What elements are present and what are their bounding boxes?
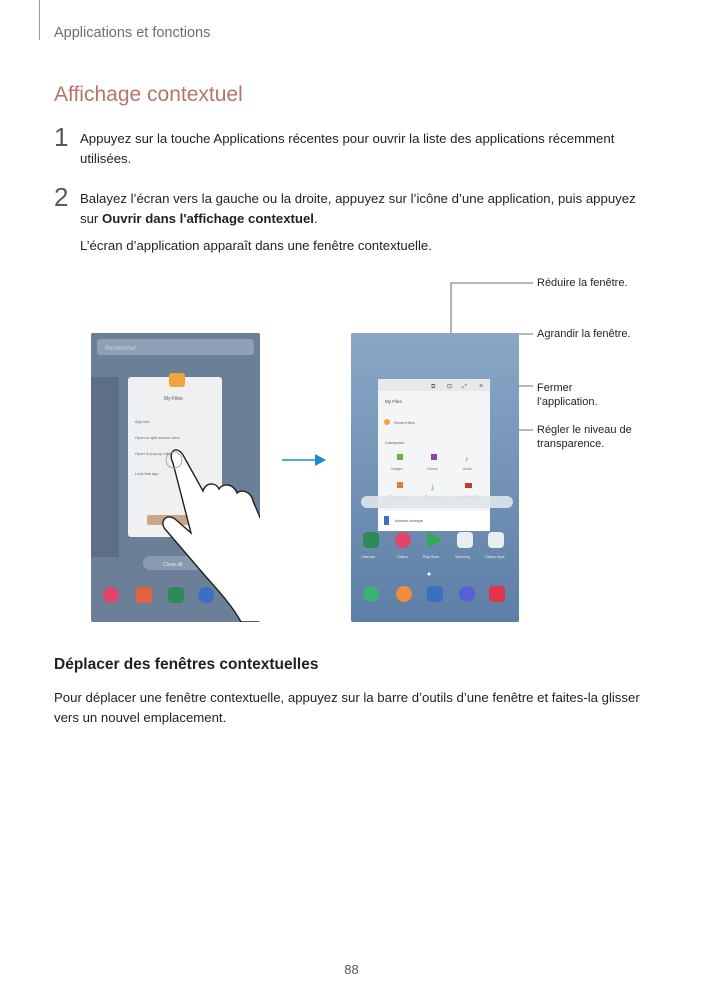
- popup-title: My Files: [385, 399, 402, 404]
- dock-camera-icon: [489, 586, 505, 602]
- cat-videos-label: Videos: [427, 467, 438, 471]
- home-label-samsung: Samsung: [455, 555, 470, 559]
- cat-audio-icon: ♪: [465, 456, 469, 463]
- storage-label: Internal storage: [395, 518, 423, 523]
- menu-item-split: Open in split screen view: [135, 435, 180, 440]
- categories-label: Categories: [385, 440, 405, 445]
- recent-label: Recent files: [394, 420, 415, 425]
- section-header: Applications et fonctions: [54, 25, 211, 41]
- left-search-placeholder: Rechercher: [105, 346, 137, 352]
- menu-item-app-info: App info: [135, 419, 150, 424]
- callout-transparency: Régler le niveau de transparence.: [537, 424, 632, 450]
- page-number: 88: [344, 962, 359, 977]
- home-galaxy-folder: [488, 532, 504, 548]
- toolbar-maximize-icon: ⤢: [462, 384, 467, 390]
- cat-audio-label: Audio: [463, 467, 472, 471]
- transition-arrow-head: [315, 454, 326, 466]
- step-2-text-end: .: [313, 211, 318, 226]
- cat-downloads-icon: ⤓: [431, 484, 435, 491]
- subsection-title: Déplacer des fenêtres contextuelles: [54, 656, 319, 673]
- step-2-text-start: Balayez l’écran vers la gauche ou la droite, appuyez sur l’icône d’une application, puis appuyez sur: [80, 191, 636, 226]
- dock-contacts-icon: [396, 586, 412, 602]
- home-label-calendar: Calendar: [361, 555, 376, 559]
- cat-videos-icon: [431, 454, 437, 460]
- cat-docs-icon: [397, 482, 403, 488]
- page-indicator: [428, 573, 431, 576]
- page-title: Affichage contextuel: [54, 83, 243, 106]
- dock-phone-icon: [363, 586, 379, 602]
- home-calendar-icon: [363, 532, 379, 548]
- home-gallery-icon: [395, 532, 411, 548]
- home-samsung-folder: [457, 532, 473, 548]
- storage-icon: [384, 516, 389, 525]
- cat-apk-icon: [465, 483, 472, 488]
- cat-images-icon: [397, 454, 403, 460]
- callout-minimize: Réduire la fenêtre.: [537, 277, 628, 289]
- close-all-label: Close all: [163, 562, 183, 568]
- right-screen-content: [351, 333, 519, 622]
- toolbar-minimize-icon: ⊡: [447, 384, 453, 390]
- home-label-galaxyapps: Galaxy Apps: [485, 555, 505, 559]
- hand-gesture-icon: [91, 333, 260, 622]
- toolbar-transparency-icon: ⧉: [431, 384, 436, 390]
- callout-maximize: Agrandir la fenêtre.: [537, 328, 631, 340]
- left-phone-screen: [91, 333, 260, 622]
- callout-close: Fermer l’application.: [537, 382, 598, 408]
- step-2-bold-action: Ouvrir dans l'affichage contextuel: [101, 211, 314, 226]
- home-label-playstore: Play Store: [423, 555, 440, 559]
- menu-item-popup: Open in pop-up view: [135, 451, 172, 456]
- step-2-result: L’écran d’application apparaît dans une fenêtre contextuelle.: [80, 238, 432, 253]
- left-app-title: My Files: [164, 396, 183, 402]
- step-2-number: 2: [54, 182, 69, 212]
- dock-messages-icon: [427, 586, 443, 602]
- recent-icon: [384, 419, 390, 425]
- search-widget: [361, 496, 513, 508]
- step-1-text: Appuyez sur la touche Applications récentes pour ouvrir la liste des applications récemment utilisées.: [80, 131, 615, 166]
- menu-item-lock: Lock this app: [135, 471, 159, 476]
- dock-internet-icon: [459, 586, 475, 602]
- toolbar-close-icon: ×: [479, 383, 484, 390]
- subsection-body: Pour déplacer une fenêtre contextuelle, appuyez sur la barre d’outils d’une fenêtre et faites-la glisser vers un nouvel emplacement.: [54, 690, 640, 725]
- cat-images-label: Images: [391, 467, 403, 471]
- step-1-number: 1: [54, 122, 69, 152]
- right-phone-screen: [351, 333, 519, 622]
- home-label-gallery: Gallery: [397, 555, 409, 559]
